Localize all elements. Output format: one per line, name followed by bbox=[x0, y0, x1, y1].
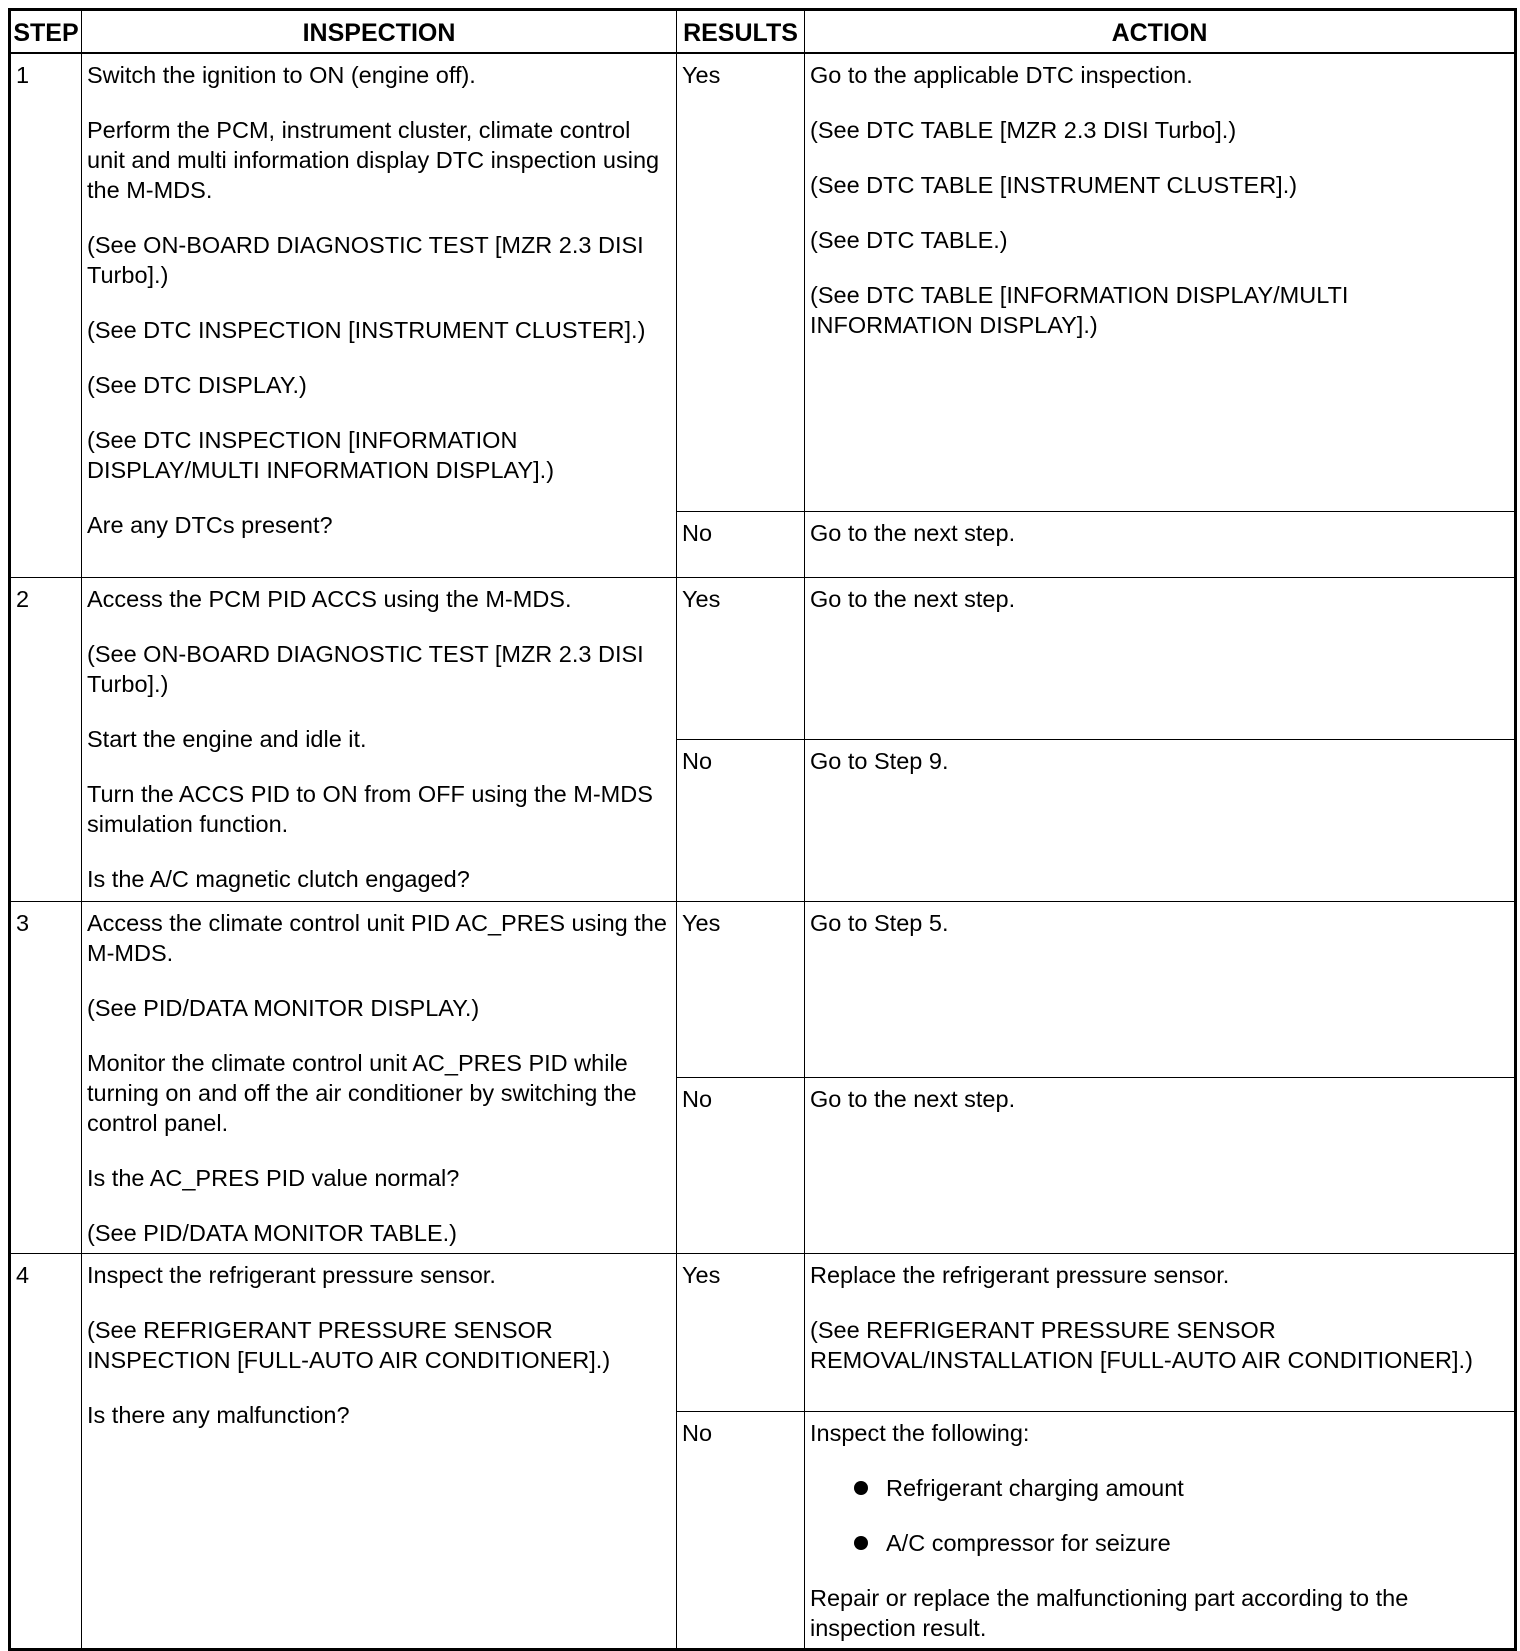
diagnostic-table bbox=[8, 8, 1517, 1651]
inspection-text: Inspect the refrigerant pressure sensor. bbox=[87, 1261, 496, 1288]
inspection-cell bbox=[82, 1253, 677, 1649]
action-text: Go to the next step. bbox=[810, 519, 1016, 546]
action-cell bbox=[805, 511, 1516, 577]
action-text: Go to the applicable DTC inspection. bbox=[810, 62, 1193, 88]
result-yes: Yes bbox=[677, 53, 805, 511]
action-text: Go to the next step. bbox=[810, 1085, 1016, 1112]
action-cell bbox=[805, 1077, 1516, 1253]
inspection-text: Turn the ACCS PID to ON from OFF using the M-MDS simulation function. bbox=[87, 780, 653, 837]
step-number: 1 bbox=[10, 53, 82, 577]
result-no: No bbox=[677, 511, 805, 577]
inspection-text: Start the engine and idle it. bbox=[87, 725, 367, 752]
list-item bbox=[854, 1473, 1509, 1503]
header-results: RESULTS bbox=[677, 10, 805, 54]
result-no: No bbox=[677, 1411, 805, 1649]
table-row bbox=[10, 901, 1516, 1077]
list-item-text: Refrigerant charging amount bbox=[886, 1474, 1184, 1501]
table-row bbox=[10, 53, 1516, 511]
bullet-icon bbox=[854, 1481, 868, 1495]
inspection-cell bbox=[82, 901, 677, 1253]
header-inspection: INSPECTION bbox=[82, 10, 677, 54]
action-text: (See DTC TABLE [INFORMATION DISPLAY/MULTI INFORMATION DISPLAY].) bbox=[810, 282, 1349, 338]
result-no: No bbox=[677, 1077, 805, 1253]
action-text: Go to the next step. bbox=[810, 585, 1016, 612]
list-item bbox=[854, 1528, 1509, 1558]
action-text: Go to Step 5. bbox=[810, 909, 949, 936]
action-cell bbox=[805, 739, 1516, 901]
action-cell bbox=[805, 577, 1516, 739]
inspection-text: Monitor the climate control unit AC_PRES PID while turning on and off the air conditioner by switching the control panel. bbox=[87, 1049, 637, 1136]
header-step: STEP bbox=[10, 10, 82, 54]
action-text: (See DTC TABLE [MZR 2.3 DISI Turbo].) bbox=[810, 117, 1237, 143]
action-text: Replace the refrigerant pressure sensor. bbox=[810, 1261, 1230, 1288]
step-number: 4 bbox=[10, 1253, 82, 1649]
inspection-cell bbox=[82, 53, 677, 577]
action-cell bbox=[805, 901, 1516, 1077]
inspection-text: Switch the ignition to ON (engine off). bbox=[87, 62, 476, 88]
result-yes: Yes bbox=[677, 901, 805, 1077]
action-text: (See DTC TABLE [INSTRUMENT CLUSTER].) bbox=[810, 172, 1298, 198]
header-row bbox=[10, 10, 1516, 54]
table-row bbox=[10, 577, 1516, 739]
inspection-text: Is the A/C magnetic clutch engaged? bbox=[87, 865, 470, 892]
inspection-text: (See ON-BOARD DIAGNOSTIC TEST [MZR 2.3 DISI Turbo].) bbox=[87, 232, 644, 288]
list-item-text: A/C compressor for seizure bbox=[886, 1529, 1171, 1556]
inspection-text: Is the AC_PRES PID value normal? bbox=[87, 1164, 460, 1191]
table-row bbox=[10, 1253, 1516, 1411]
inspection-text: (See REFRIGERANT PRESSURE SENSOR INSPECTION [FULL-AUTO AIR CONDITIONER].) bbox=[87, 1316, 611, 1373]
inspect-list bbox=[810, 1473, 1509, 1558]
header-action: ACTION bbox=[805, 10, 1516, 54]
action-cell bbox=[805, 53, 1516, 511]
inspection-text: (See PID/DATA MONITOR TABLE.) bbox=[87, 1219, 457, 1246]
action-cell bbox=[805, 1411, 1516, 1649]
step-number: 3 bbox=[10, 901, 82, 1253]
inspection-text: (See DTC INSPECTION [INSTRUMENT CLUSTER].) bbox=[87, 317, 646, 343]
action-text: (See DTC TABLE.) bbox=[810, 227, 1008, 253]
inspection-text: Are any DTCs present? bbox=[87, 512, 333, 538]
result-yes: Yes bbox=[677, 577, 805, 739]
action-text: Go to Step 9. bbox=[810, 747, 949, 774]
bullet-icon bbox=[854, 1536, 868, 1550]
action-cell bbox=[805, 1253, 1516, 1411]
result-yes: Yes bbox=[677, 1253, 805, 1411]
inspection-cell bbox=[82, 577, 677, 901]
action-text: Repair or replace the malfunctioning part according to the inspection result. bbox=[810, 1584, 1409, 1641]
step-number: 2 bbox=[10, 577, 82, 901]
inspection-text: Access the climate control unit PID AC_PRES using the M-MDS. bbox=[87, 909, 667, 966]
inspection-text: (See PID/DATA MONITOR DISPLAY.) bbox=[87, 994, 480, 1021]
action-text: (See REFRIGERANT PRESSURE SENSOR REMOVAL/INSTALLATION [FULL-AUTO AIR CONDITIONER].) bbox=[810, 1316, 1473, 1373]
inspection-text: (See DTC INSPECTION [INFORMATION DISPLAY/MULTI INFORMATION DISPLAY].) bbox=[87, 427, 555, 483]
inspection-text: Access the PCM PID ACCS using the M-MDS. bbox=[87, 585, 572, 612]
inspection-text: Perform the PCM, instrument cluster, climate control unit and multi information display DTC inspection using the M-MDS. bbox=[87, 117, 660, 203]
result-no: No bbox=[677, 739, 805, 901]
inspection-text: (See DTC DISPLAY.) bbox=[87, 372, 307, 398]
action-text: Inspect the following: bbox=[810, 1419, 1030, 1446]
inspection-text: (See ON-BOARD DIAGNOSTIC TEST [MZR 2.3 DISI Turbo].) bbox=[87, 640, 644, 697]
inspection-text: Is there any malfunction? bbox=[87, 1401, 350, 1428]
